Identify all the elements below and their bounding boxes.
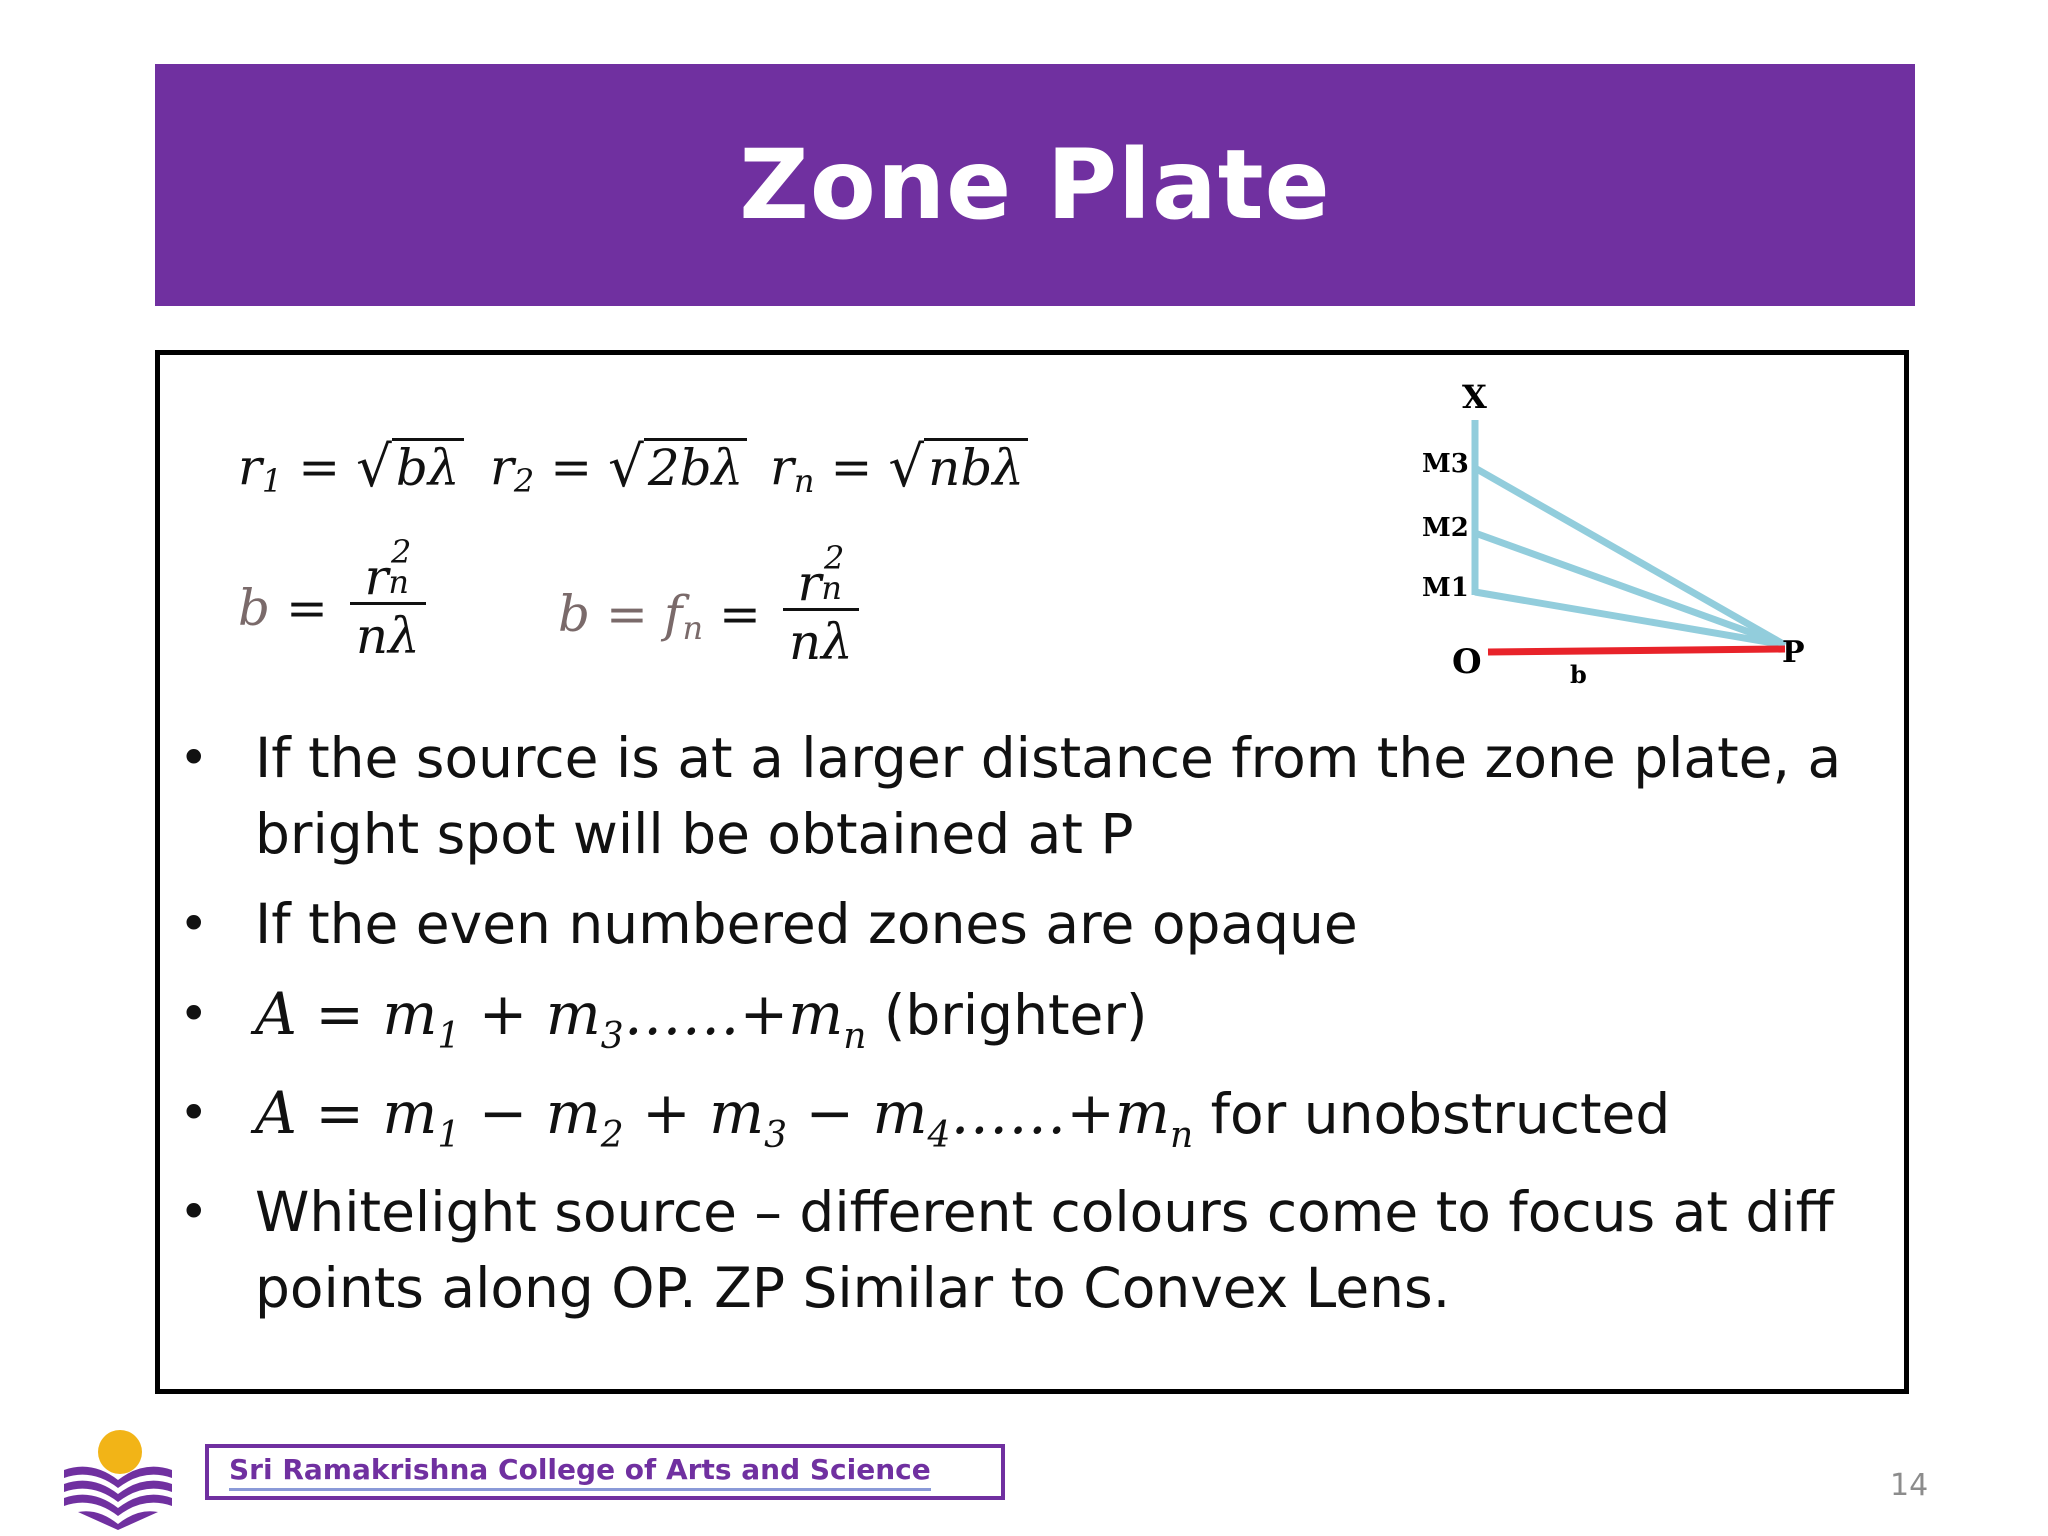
rn-radical: [888, 435, 1028, 500]
college-name: Sri Ramakrishna College of Arts and Science: [229, 1453, 931, 1491]
eq-part: A = m: [255, 980, 438, 1048]
eq-part: − m: [460, 1079, 601, 1147]
formula-b1: [238, 533, 432, 665]
bullet-text: Whitelight source – different colours come to focus at diff points along OP. ZP Similar to Convex Lens.: [255, 1180, 1834, 1320]
r2-radicand: 2bλ: [644, 438, 748, 496]
r1-radicand: bλ: [392, 438, 464, 496]
eq-part: + m: [460, 980, 601, 1048]
formula-r1: [238, 435, 464, 500]
eq-sub: n: [843, 1016, 867, 1057]
bullet-item: [175, 1075, 1900, 1160]
bullet-item: [175, 886, 1900, 962]
r1-equals: =: [298, 438, 341, 496]
formula-rn: [770, 435, 1028, 500]
eq-sub: 4: [927, 1115, 951, 1156]
b1-numerator-sub: n: [388, 563, 409, 601]
b2-equals-1: =: [606, 585, 648, 643]
r2-subscript: 2: [513, 462, 535, 500]
eq-sub: 3: [600, 1016, 624, 1057]
b2-fraction: [783, 539, 859, 671]
r2-symbol: r: [490, 438, 514, 496]
formula-b2: [558, 539, 865, 671]
bullet-text: If the source is at a larger distance from the zone plate, a bright spot will be obtained at P: [255, 726, 1842, 866]
title-banner: [155, 64, 1915, 306]
sqrt-icon: √: [888, 435, 925, 500]
bullet-item: [175, 720, 1900, 872]
open-book-sun-logo-icon: [58, 1420, 178, 1530]
b2-numerator: r: [797, 554, 822, 612]
rn-subscript: n: [793, 462, 815, 500]
b2-denominator: nλ: [783, 608, 859, 670]
eq-sub: 1: [437, 1115, 461, 1156]
b1-numerator-sup: 2: [390, 533, 412, 571]
eq-part: + m: [623, 1079, 765, 1147]
b2-numerator-sup: 2: [823, 539, 845, 577]
sqrt-icon: √: [356, 435, 392, 500]
label-o: O: [1452, 642, 1482, 682]
r1-symbol: r: [238, 438, 262, 496]
label-x: X: [1462, 378, 1487, 416]
b2-focal-sub: n: [682, 609, 704, 647]
bullet-list: [175, 720, 1900, 1340]
bullet-text: (brighter): [866, 983, 1148, 1047]
eq-sub: n: [1170, 1115, 1194, 1156]
page-number: 14: [1890, 1468, 1929, 1503]
b1-symbol: b: [238, 579, 271, 637]
b2-symbol: b: [558, 585, 591, 643]
zone-plate-diagram: [1400, 370, 1820, 700]
axis-op: [1488, 649, 1785, 652]
bullet-text: If the even numbered zones are opaque: [255, 892, 1358, 956]
eq-sub: 3: [764, 1115, 788, 1156]
bullet-equation: [255, 1079, 1194, 1156]
r2-radical: [608, 435, 747, 500]
b1-fraction: [350, 533, 426, 665]
label-m2: M2: [1422, 513, 1469, 543]
ray-m2: [1475, 533, 1785, 645]
label-m3: M3: [1422, 449, 1469, 479]
bullet-equation: [255, 980, 867, 1057]
b2-equals-2: =: [719, 585, 761, 643]
r2-equals: =: [550, 438, 593, 496]
b1-numerator: r: [364, 548, 389, 606]
rn-equals: =: [830, 438, 873, 496]
eq-part: ……+m: [950, 1079, 1170, 1147]
eq-part: ……+m: [623, 980, 844, 1048]
rn-radicand: nbλ: [924, 438, 1028, 496]
bullet-item: [175, 976, 1900, 1061]
b1-denominator: nλ: [350, 602, 426, 664]
sqrt-icon: √: [608, 435, 644, 500]
label-b: b: [1570, 660, 1587, 689]
eq-part: A = m: [255, 1079, 438, 1147]
b2-focal-symbol: f: [663, 585, 683, 643]
r1-radical: [356, 435, 463, 500]
eq-sub: 2: [600, 1115, 624, 1156]
eq-part: − m: [787, 1079, 928, 1147]
r1-subscript: 1: [261, 462, 283, 500]
formula-r2: [490, 435, 747, 500]
b2-numerator-sub: n: [821, 569, 842, 607]
rn-symbol: r: [770, 438, 794, 496]
eq-sub: 1: [437, 1016, 461, 1057]
b1-equals: =: [286, 579, 328, 637]
bullet-text: for unobstructed: [1193, 1082, 1671, 1146]
bullet-item: [175, 1174, 1900, 1326]
label-p: P: [1782, 635, 1805, 670]
slide-title: Zone Plate: [739, 129, 1331, 241]
college-name-bar: [205, 1444, 1005, 1500]
label-m1: M1: [1422, 573, 1469, 603]
